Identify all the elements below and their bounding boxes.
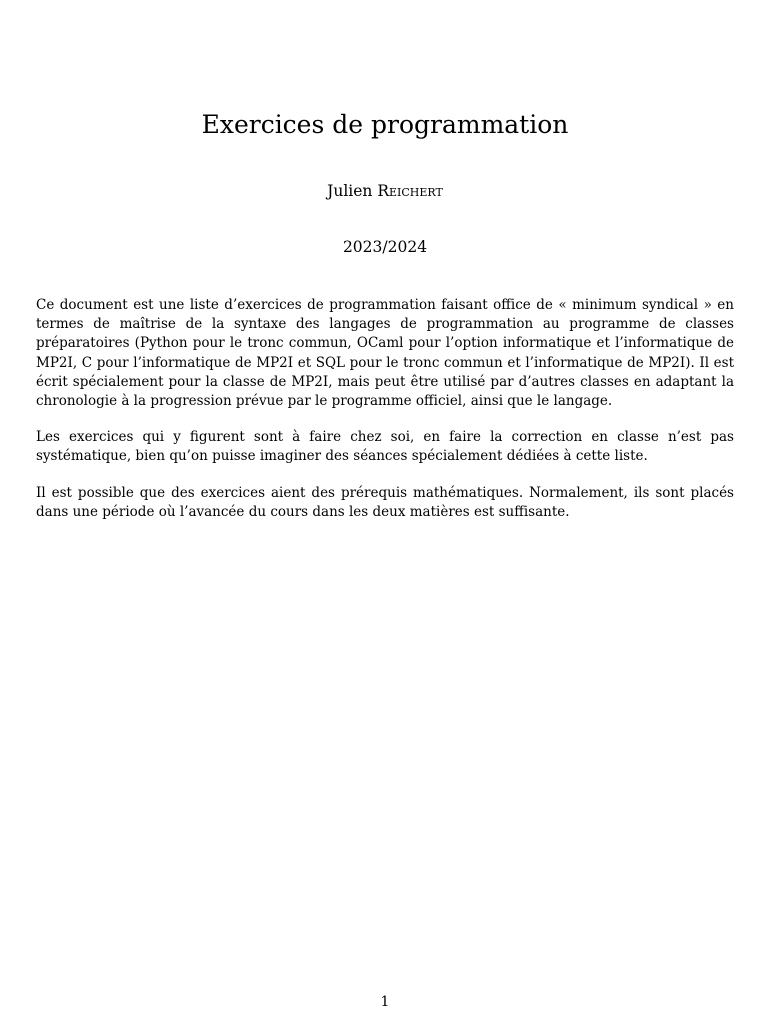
author-first-name: Julien	[327, 182, 373, 200]
author-last-name: Reichert	[377, 182, 443, 200]
document-author	[0, 180, 770, 202]
document-title: Exercices de programmation	[201, 110, 569, 139]
document-body	[36, 296, 734, 539]
paragraph: Il est possible que des exercices aient des prérequis mathématiques. Normalement, ils sont placés dans une période où l’avancée du cours dans les deux matières est suffisante.	[36, 484, 734, 520]
paragraph: Les exercices qui y figurent sont à faire chez soi, en faire la correction en classe n’est pas systématique, bien qu’on puisse imaginer des séances spécialement dédiées à cette liste.	[36, 429, 734, 465]
document-date: 2023/2024	[342, 238, 428, 256]
paragraph: Ce document est une liste d’exercices de programmation faisant office de « minimum syndical » en termes de maîtrise de la syntaxe des langages de programmation au programme de classes préparatoires (Python pour le tronc commun, OCaml pour l’option informatique et l’informatique de MP2I, C pour l’informatique de MP2I et SQL pour le tronc commun et l’informatique de MP2I). Il est écrit spécialement pour la classe de MP2I, mais peut être utilisé par d’autres classes en adaptant la chronologie à la progression prévue par le programme officiel, ainsi que le langage.	[36, 297, 734, 410]
page-number: 1	[380, 994, 390, 1010]
